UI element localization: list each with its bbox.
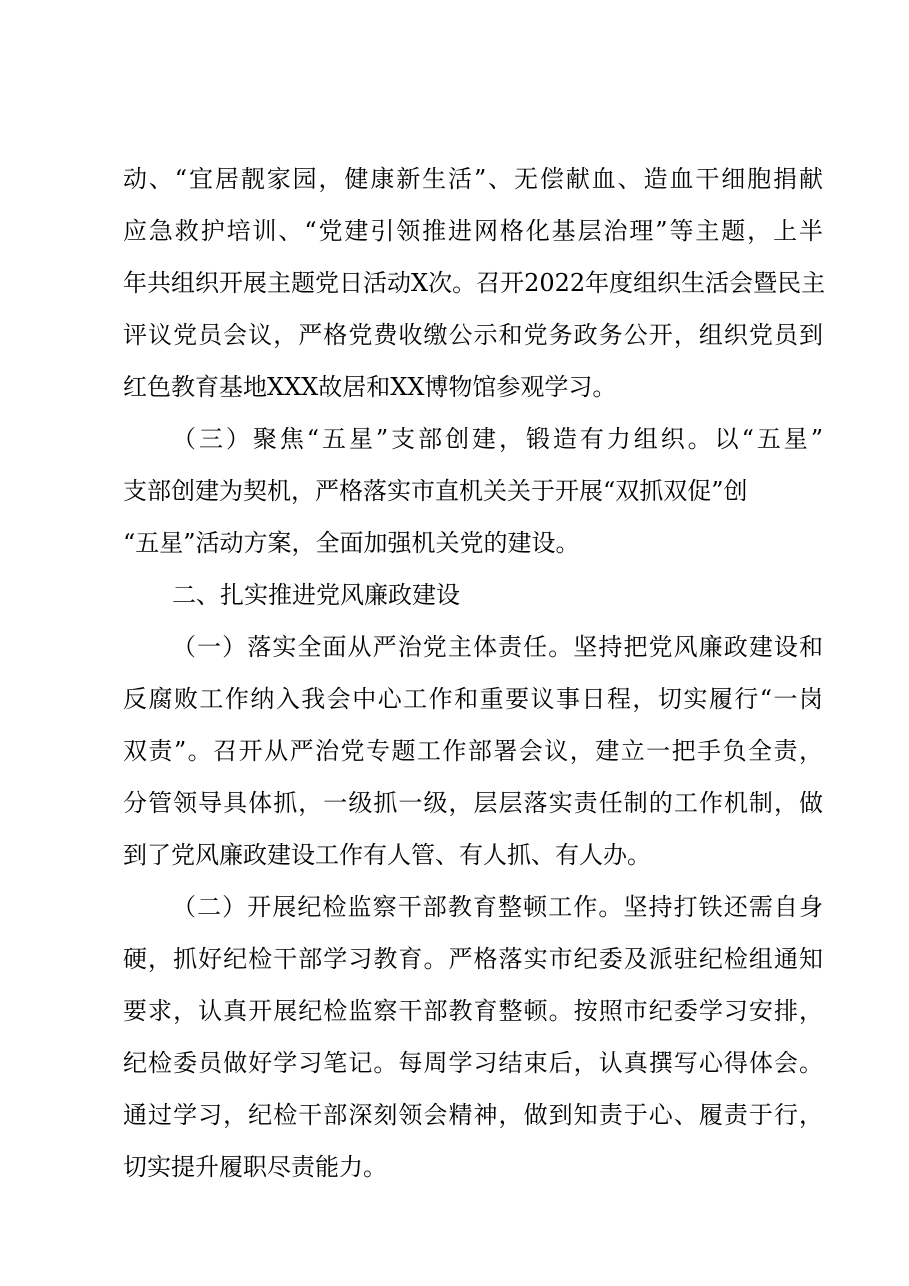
text-line: 评议党员会议，严格党费收缴公示和党务政务公开，组织党员到 — [123, 321, 823, 349]
text-line: 动、“宜居靓家园，健康新生活”、无偿献血、造血干细胞捐献 — [123, 165, 823, 193]
text-line: 硬，抓好纪检干部学习教育。严格落实市纪委及派驻纪检组通知 — [123, 945, 823, 973]
text-line: 要求，认真开展纪检监察干部教育整顿。按照市纪委学习安排， — [123, 997, 823, 1025]
text-line: 双责”。召开从严治党专题工作部署会议，建立一把手负全责， — [123, 737, 823, 765]
section-heading-line: （二）开展纪检监察干部教育整顿工作。坚持打铁还需自身 — [172, 893, 823, 921]
text-line: 切实提升履职尽责能力。 — [123, 1153, 387, 1181]
text-line: 应急救护培训、“党建引领推进网格化基层治理”等主题，上半 — [123, 217, 823, 245]
text-line: 年共组织开展主题党日活动X次。召开2022年度组织生活会暨民主 — [123, 269, 826, 297]
text-line: 纪检委员做好学习笔记。每周学习结束后，认真撰写心得体会。 — [123, 1049, 823, 1077]
section-heading-line: （一）落实全面从严治党主体责任。坚持把党风廉政建设和 — [172, 633, 823, 661]
text-line: 反腐败工作纳入我会中心工作和重要议事日程，切实履行“一岗 — [123, 685, 823, 713]
text-line: “五星”活动方案，全面加强机关党的建设。 — [123, 529, 580, 557]
text-line: 到了党风廉政建设工作有人管、有人抓、有人办。 — [123, 841, 651, 869]
text-line: 通过学习，纪检干部深刻领会精神，做到知责于心、履责于行， — [123, 1101, 823, 1129]
text-line: 分管领导具体抓，一级抓一级，层层落实责任制的工作机制，做 — [123, 789, 823, 817]
text-line: 红色教育基地XXX故居和XX博物馆参观学习。 — [123, 373, 617, 401]
section-heading-line: （三）聚焦“五星”支部创建，锻造有力组织。以“五星” — [172, 425, 823, 453]
section-title: 二、扎实推进党风廉政建设 — [172, 581, 460, 609]
text-line: 支部创建为契机，严格落实市直机关关于开展“双抓双促”创 — [123, 477, 748, 505]
